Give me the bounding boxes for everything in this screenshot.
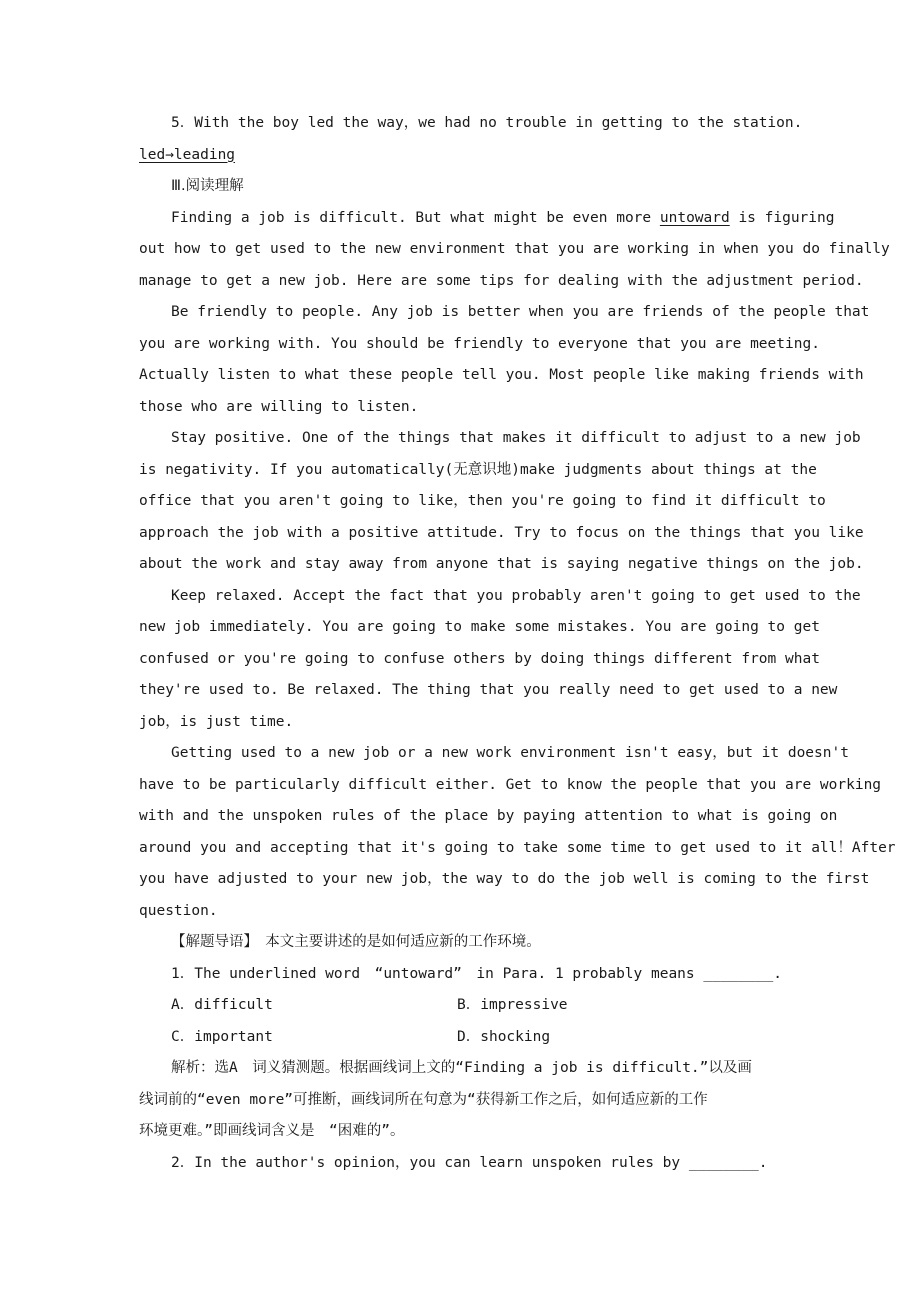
passage-p5-line6: question.	[139, 902, 218, 919]
passage-p3-line2: is negativity. If you automatically(无意识地)make judgments about things at the	[139, 461, 817, 478]
guide-note: 【解题导语】 本文主要讲述的是如何适应新的工作环境。	[171, 934, 541, 950]
section-title: Ⅲ.阅读理解	[171, 178, 244, 194]
option-b: B．impressive	[457, 997, 568, 1013]
document-content	[139, 108, 896, 1179]
passage-text: Finding a job is difficult. But what might be even more	[171, 209, 660, 226]
passage-p3-line4: approach the job with a positive attitude. Try to focus on the things that you like	[139, 524, 864, 541]
passage-p1-line3: manage to get a new job. Here are some tips for dealing with the adjustment period.	[139, 272, 864, 289]
passage-text: is figuring	[729, 209, 835, 226]
option-c: C．important	[171, 1028, 273, 1045]
passage-p4-line5: job，is just time.	[139, 713, 294, 730]
passage-p3-line5: about the work and stay away from anyone that is saying negative things on the job.	[139, 556, 864, 572]
question-1-options-row2	[139, 1022, 784, 1054]
passage-p5-line1: Getting used to a new job or a new work environment isn't easy，but it doesn't	[171, 745, 849, 761]
passage-p2-line4: those who are willing to listen.	[139, 398, 419, 415]
passage-p1-line2: out how to get used to the new environment that you are working in when you do finally	[139, 241, 890, 257]
question-1-explanation-line2: 线词前的“even more”可推断，画线词所在句意为“获得新工作之后，如何适应新的工作	[139, 1091, 708, 1108]
passage-p5-line4: around you and accepting that it's going to take some time to get used to it all！After	[139, 839, 896, 856]
passage-p4-line1: Keep relaxed. Accept the fact that you probably aren't going to get used to the	[171, 587, 861, 604]
passage-p3-line3: office that you aren't going to like，then you're going to find it difficult to	[139, 493, 826, 509]
underlined-word: untoward	[659, 209, 730, 226]
exercise-5-sentence: 5．With the boy led the way，we had no trouble in getting to the station.	[171, 115, 803, 131]
passage-p4-line3: confused or you're going to confuse others by doing things different from what	[139, 650, 820, 667]
option-d: D．shocking	[457, 1028, 551, 1045]
question-1-options-row1	[139, 990, 784, 1022]
exercise-5-correction	[139, 140, 784, 172]
passage-p4-line4: they're used to. Be relaxed. The thing that you really need to get used to a new	[139, 682, 838, 698]
passage-p5-line5: you have adjusted to your new job，the way to do the job well is coming to the first	[139, 871, 870, 887]
passage-p3-line1: Stay positive. One of the things that makes it difficult to adjust to a new job	[171, 430, 861, 446]
option-a: A．difficult	[171, 997, 273, 1013]
question-1-explanation-line3: 环境更难。”即画线词含义是 “困难的”。	[139, 1123, 405, 1139]
question-1-stem: 1．The underlined word “untoward” in Para. 1 probably means ________.	[171, 965, 782, 982]
passage-p5-line2: have to be particularly difficult either. Get to know the people that you are working	[139, 776, 882, 793]
correction-answer: led→leading	[139, 146, 236, 163]
passage-p5-line3: with and the unspoken rules of the place by paying attention to what is going on	[139, 808, 838, 824]
passage-p4-line2: new job immediately. You are going to make some mistakes. You are going to get	[139, 619, 820, 635]
passage-p2-line2: you are working with. You should be friendly to everyone that you are meeting.	[139, 335, 820, 352]
question-2-stem: 2．In the author's opinion，you can learn unspoken rules by ________.	[171, 1154, 768, 1171]
passage-p2-line3: Actually listen to what these people tell you. Most people like making friends with	[139, 367, 864, 383]
passage-p2-line1: Be friendly to people. Any job is better when you are friends of the people that	[171, 304, 870, 320]
passage-p1-line1	[139, 203, 835, 235]
question-1-explanation-line1: 解析：选A 词义猜测题。根据画线词上文的“Finding a job is difficult.”以及画	[171, 1060, 752, 1076]
